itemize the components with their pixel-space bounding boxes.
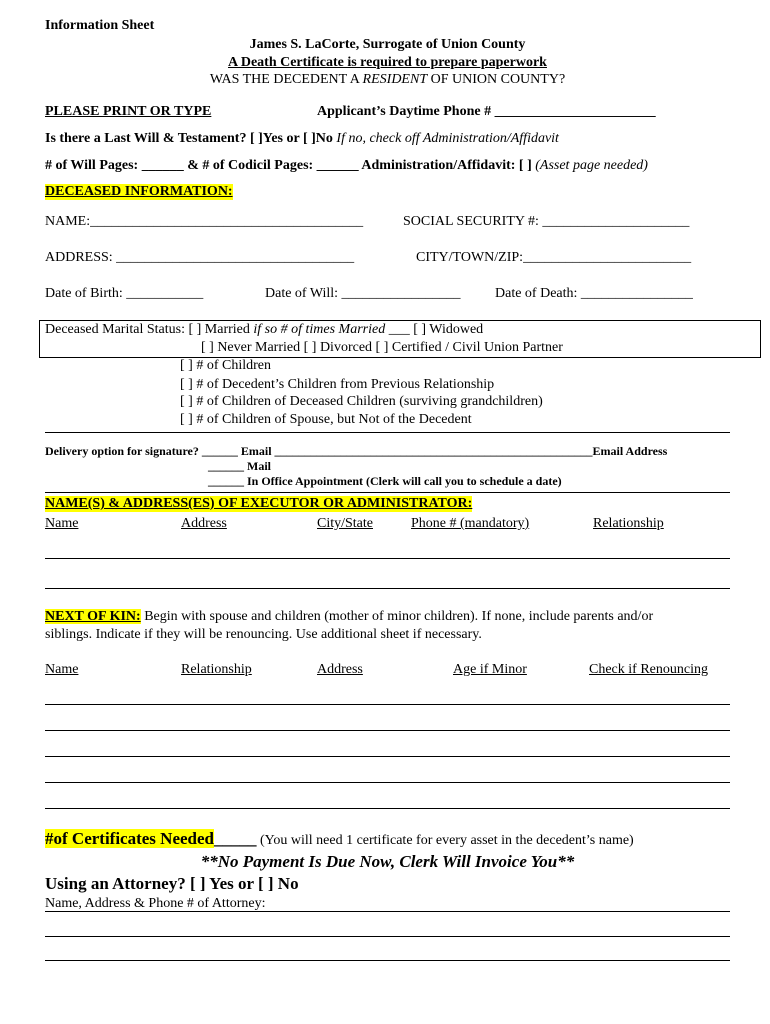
will-question-note: If no, check off Administration/Affidavit (336, 131, 559, 146)
executor-entry-line[interactable] (45, 588, 730, 589)
pages-line[interactable] (45, 158, 648, 174)
attorney-details-label: Name, Address & Phone # of Attorney: (45, 896, 266, 911)
deceased-children-count[interactable] (180, 394, 543, 410)
phone-field[interactable]: Applicant’s Daytime Phone # _______________________ (317, 104, 656, 119)
section-divider (45, 432, 730, 433)
kin-col-relationship: Relationship (181, 662, 252, 677)
children-count[interactable] (180, 358, 271, 374)
executor-col-city: City/State (317, 516, 373, 531)
certificates-line[interactable] (45, 829, 634, 849)
will-question-text: Is there a Last Will & Testament? [ ]Yes or [ ]No (45, 131, 333, 146)
delivery-office-option[interactable]: ______ In Office Appointment (Clerk will call you to schedule a date) (208, 474, 562, 488)
kin-col-name: Name (45, 662, 79, 677)
attorney-question[interactable]: Using an Attorney? [ ] Yes or [ ] No (45, 874, 299, 893)
delivery-mail-option[interactable]: ______ Mail (208, 459, 271, 473)
marital-italic: if so # of times Married (253, 322, 386, 337)
dod-field[interactable]: Date of Death: ________________ (495, 286, 693, 301)
certificates-label: #of Certificates Needed (45, 829, 214, 848)
resident-q-suffix: OF UNION COUNTY? (427, 72, 566, 87)
attorney-entry-line[interactable] (45, 936, 730, 937)
kin-text-1: Begin with spouse and children (mother of minor children). If none, include parents and/or (140, 609, 654, 624)
kin-col-address: Address (317, 662, 363, 677)
kin-entry-line[interactable] (45, 756, 730, 757)
kin-heading: NEXT OF KIN: (45, 609, 141, 624)
form-page (45, 0, 730, 1024)
certificates-blank[interactable]: _____ (214, 829, 257, 848)
info-sheet-title: Information Sheet (45, 18, 155, 33)
prev-children-label: # of Decedent’s Children from Previous Relationship (196, 377, 495, 392)
resident-question (45, 72, 730, 88)
ssn-field[interactable]: SOCIAL SECURITY #: _____________________ (403, 214, 690, 229)
city-zip-field[interactable]: CITY/TOWN/ZIP:________________________ (416, 250, 692, 265)
kin-entry-line[interactable] (45, 730, 730, 731)
resident-q-prefix: WAS THE DECEDENT A (209, 72, 363, 87)
pages-text: # of Will Pages: ______ & # of Codicil Pages: ______ Administration/Affidavit: [ ] (45, 158, 532, 173)
kin-entry-line[interactable] (45, 704, 730, 705)
children-label: # of Children (196, 358, 271, 373)
executor-entry-line[interactable] (45, 558, 730, 559)
marital-status-line[interactable] (45, 322, 483, 338)
payment-note: **No Payment Is Due Now, Clerk Will Invoice You** (200, 852, 575, 871)
kin-col-renouncing: Check if Renouncing (589, 662, 708, 677)
kin-text-2: siblings. Indicate if they will be renouncing. Use additional sheet if necessary. (45, 627, 482, 642)
asset-page-note: (Asset page needed) (535, 158, 648, 173)
marital-suffix: ___ [ ] Widowed (385, 322, 484, 337)
certificates-note: (You will need 1 certificate for every asset in the decedent’s name) (256, 833, 634, 848)
executor-col-relationship: Relationship (593, 516, 664, 531)
attorney-entry-line[interactable] (45, 911, 730, 912)
will-question[interactable] (45, 131, 559, 147)
executor-col-name: Name (45, 516, 79, 531)
deceased-address-field[interactable]: ADDRESS: __________________________________ (45, 250, 355, 265)
spouse-children-bracket: [ ] (180, 412, 193, 427)
executor-heading: NAME(S) & ADDRESS(ES) OF EXECUTOR OR ADMINISTRATOR: (45, 496, 473, 511)
marital-prefix: Deceased Marital Status: [ ] Married (45, 322, 254, 337)
executor-col-address: Address (181, 516, 227, 531)
date-of-will-field[interactable]: Date of Will: _________________ (265, 286, 461, 301)
delivery-email-option[interactable]: Delivery option for signature? ______ Email _____________________________________________________Email Address (45, 444, 668, 458)
kin-entry-line[interactable] (45, 808, 730, 809)
deceased-name-field[interactable]: NAME:_______________________________________ (45, 214, 364, 229)
surrogate-line: James S. LaCorte, Surrogate of Union County (249, 37, 526, 52)
spouse-children-label: # of Children of Spouse, but Not of the Decedent (196, 412, 472, 427)
deceased-children-bracket: [ ] (180, 394, 193, 409)
print-instruction: PLEASE PRINT OR TYPE (45, 104, 212, 119)
kin-col-age: Age if Minor (453, 662, 527, 677)
dob-field[interactable]: Date of Birth: ___________ (45, 286, 204, 301)
section-divider (45, 492, 730, 493)
attorney-entry-line[interactable] (45, 960, 730, 961)
children-bracket: [ ] (180, 358, 193, 373)
marital-status-line2[interactable]: [ ] Never Married [ ] Divorced [ ] Certified / Civil Union Partner (201, 340, 563, 355)
cert-required-line: A Death Certificate is required to prepare paperwork (228, 55, 547, 70)
prev-children-count[interactable] (180, 377, 494, 393)
spouse-children-count[interactable] (180, 412, 472, 428)
resident-q-italic: RESIDENT (362, 72, 428, 87)
deceased-children-label: # of Children of Deceased Children (surviving grandchildren) (196, 394, 543, 409)
kin-intro (45, 609, 653, 625)
executor-col-phone: Phone # (mandatory) (411, 516, 530, 531)
kin-entry-line[interactable] (45, 782, 730, 783)
prev-children-bracket: [ ] (180, 377, 193, 392)
deceased-heading: DECEASED INFORMATION: (45, 184, 233, 199)
